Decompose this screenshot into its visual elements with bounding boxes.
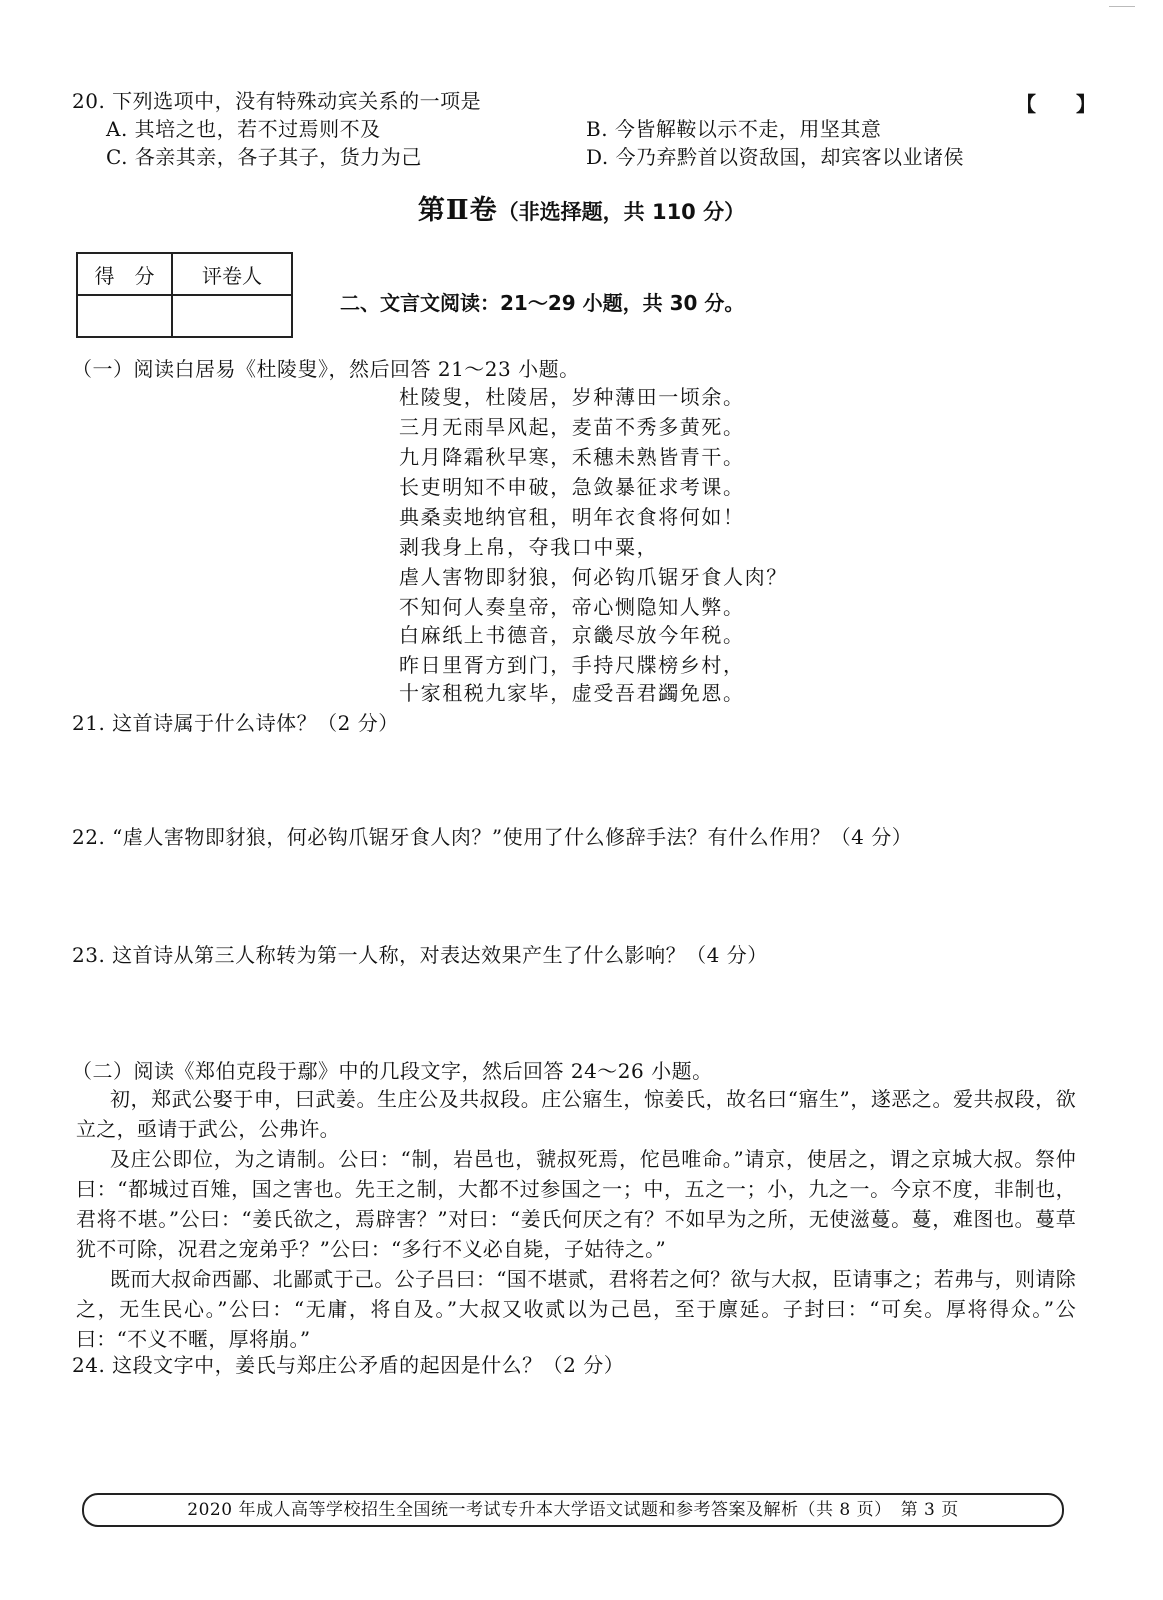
page-footer: 2020 年成人高等学校招生全国统一考试专升本大学语文试题和参考答案及解析（共 8 页） 第 3 页 [82, 1493, 1064, 1527]
section-title [0, 188, 1163, 227]
poem-line: 三月无雨旱风起，麦苗不秀多黄死。 [399, 415, 745, 439]
reading2-intro: （二）阅读《郑伯克段于鄢》中的几段文字，然后回答 24～26 小题。 [72, 1059, 713, 1083]
grader-cell [172, 295, 292, 337]
poem-line: 剥我身上帛，夺我口中粟， [399, 535, 659, 559]
q20-stem: 20. 下列选项中，没有特殊动宾关系的一项是 [72, 89, 482, 113]
reading1-intro: （一）阅读白居易《杜陵叟》，然后回答 21～23 小题。 [72, 357, 580, 381]
poem-line: 九月降霜秋早寒，禾穗未熟皆青干。 [399, 445, 745, 469]
section-title-sub: （非选择题，共 110 分） [497, 200, 746, 224]
q22: 22. “虐人害物即豺狼，何必钩爪锯牙食人肉？”使用了什么修辞手法？有什么作用？（4 分） [72, 825, 913, 849]
poem-line: 长吏明知不申破，急敛暴征求考课。 [399, 475, 745, 499]
poem-line: 虐人害物即豺狼，何必钩爪锯牙食人肉？ [399, 565, 788, 589]
q20-option-c: C. 各亲其亲，各子其子，货力为己 [106, 145, 422, 169]
score-cell [77, 295, 172, 337]
q20-option-a: A. 其培之也，若不过焉则不及 [106, 117, 381, 141]
poem-line: 昨日里胥方到门，手持尺牒榜乡村， [399, 653, 745, 677]
answer-bracket: 【 】 [1016, 92, 1096, 116]
poem-line: 不知何人奏皇帝，帝心恻隐知人弊。 [399, 595, 745, 619]
score-box [76, 252, 293, 338]
q24: 24. 这段文字中，姜氏与郑庄公矛盾的起因是什么？（2 分） [72, 1353, 625, 1377]
q21: 21. 这首诗属于什么诗体？（2 分） [72, 711, 399, 735]
section-title-main: 第Ⅱ卷 [417, 195, 498, 226]
passage-paragraph: 初，郑武公娶于申，曰武姜。生庄公及共叔段。庄公寤生，惊姜氏，故名曰“寤生”，遂恶之。爱共叔段，欲立之，亟请于武公，公弗许。 [76, 1087, 1076, 1141]
q20-option-d: D. 今乃弃黔首以资敌国，却宾客以业诸侯 [586, 145, 965, 169]
poem-line: 杜陵叟，杜陵居，岁种薄田一顷余。 [399, 385, 745, 409]
q20-option-b: B. 今皆解鞍以示不走，用坚其意 [586, 117, 882, 141]
poem-line: 白麻纸上书德音，京畿尽放今年税。 [399, 623, 745, 647]
passage-paragraph: 既而大叔命西鄙、北鄙贰于己。公子吕曰：“国不堪贰，君将若之何？欲与大叔，臣请事之；若弗与，则请除之，无生民心。”公曰：“无庸，将自及。”大叔又收贰以为己邑，至于廪延。子封曰：“可矣。厚将得众。”公曰：“不义不暱，厚将崩。” [76, 1267, 1076, 1351]
passage-paragraph: 及庄公即位，为之请制。公曰：“制，岩邑也，虢叔死焉，佗邑唯命。”请京，使居之，谓之京城大叔。祭仲曰：“都城过百雉，国之害也。先王之制，大都不过参国之一；中，五之一；小，九之一。今京不度，非制也，君将不堪。”公曰：“姜氏欲之，焉辟害？”对曰：“姜氏何厌之有？不如早为之所，无使滋蔓。蔓，难图也。蔓草犹不可除，况君之宠弟乎？”公曰：“多行不义必自毙，子姑待之。” [76, 1147, 1076, 1261]
score-label: 得 分 [77, 253, 172, 295]
poem-line: 十家租税九家毕，虚受吾君蠲免恩。 [399, 681, 745, 705]
part2-heading: 二、文言文阅读：21～29 小题，共 30 分。 [340, 291, 745, 315]
scan-mark [1109, 6, 1135, 17]
poem-line: 典桑卖地纳官租，明年衣食将何如！ [399, 505, 745, 529]
grader-label: 评卷人 [172, 253, 292, 295]
q23: 23. 这首诗从第三人称转为第一人称，对表达效果产生了什么影响？（4 分） [72, 943, 768, 967]
